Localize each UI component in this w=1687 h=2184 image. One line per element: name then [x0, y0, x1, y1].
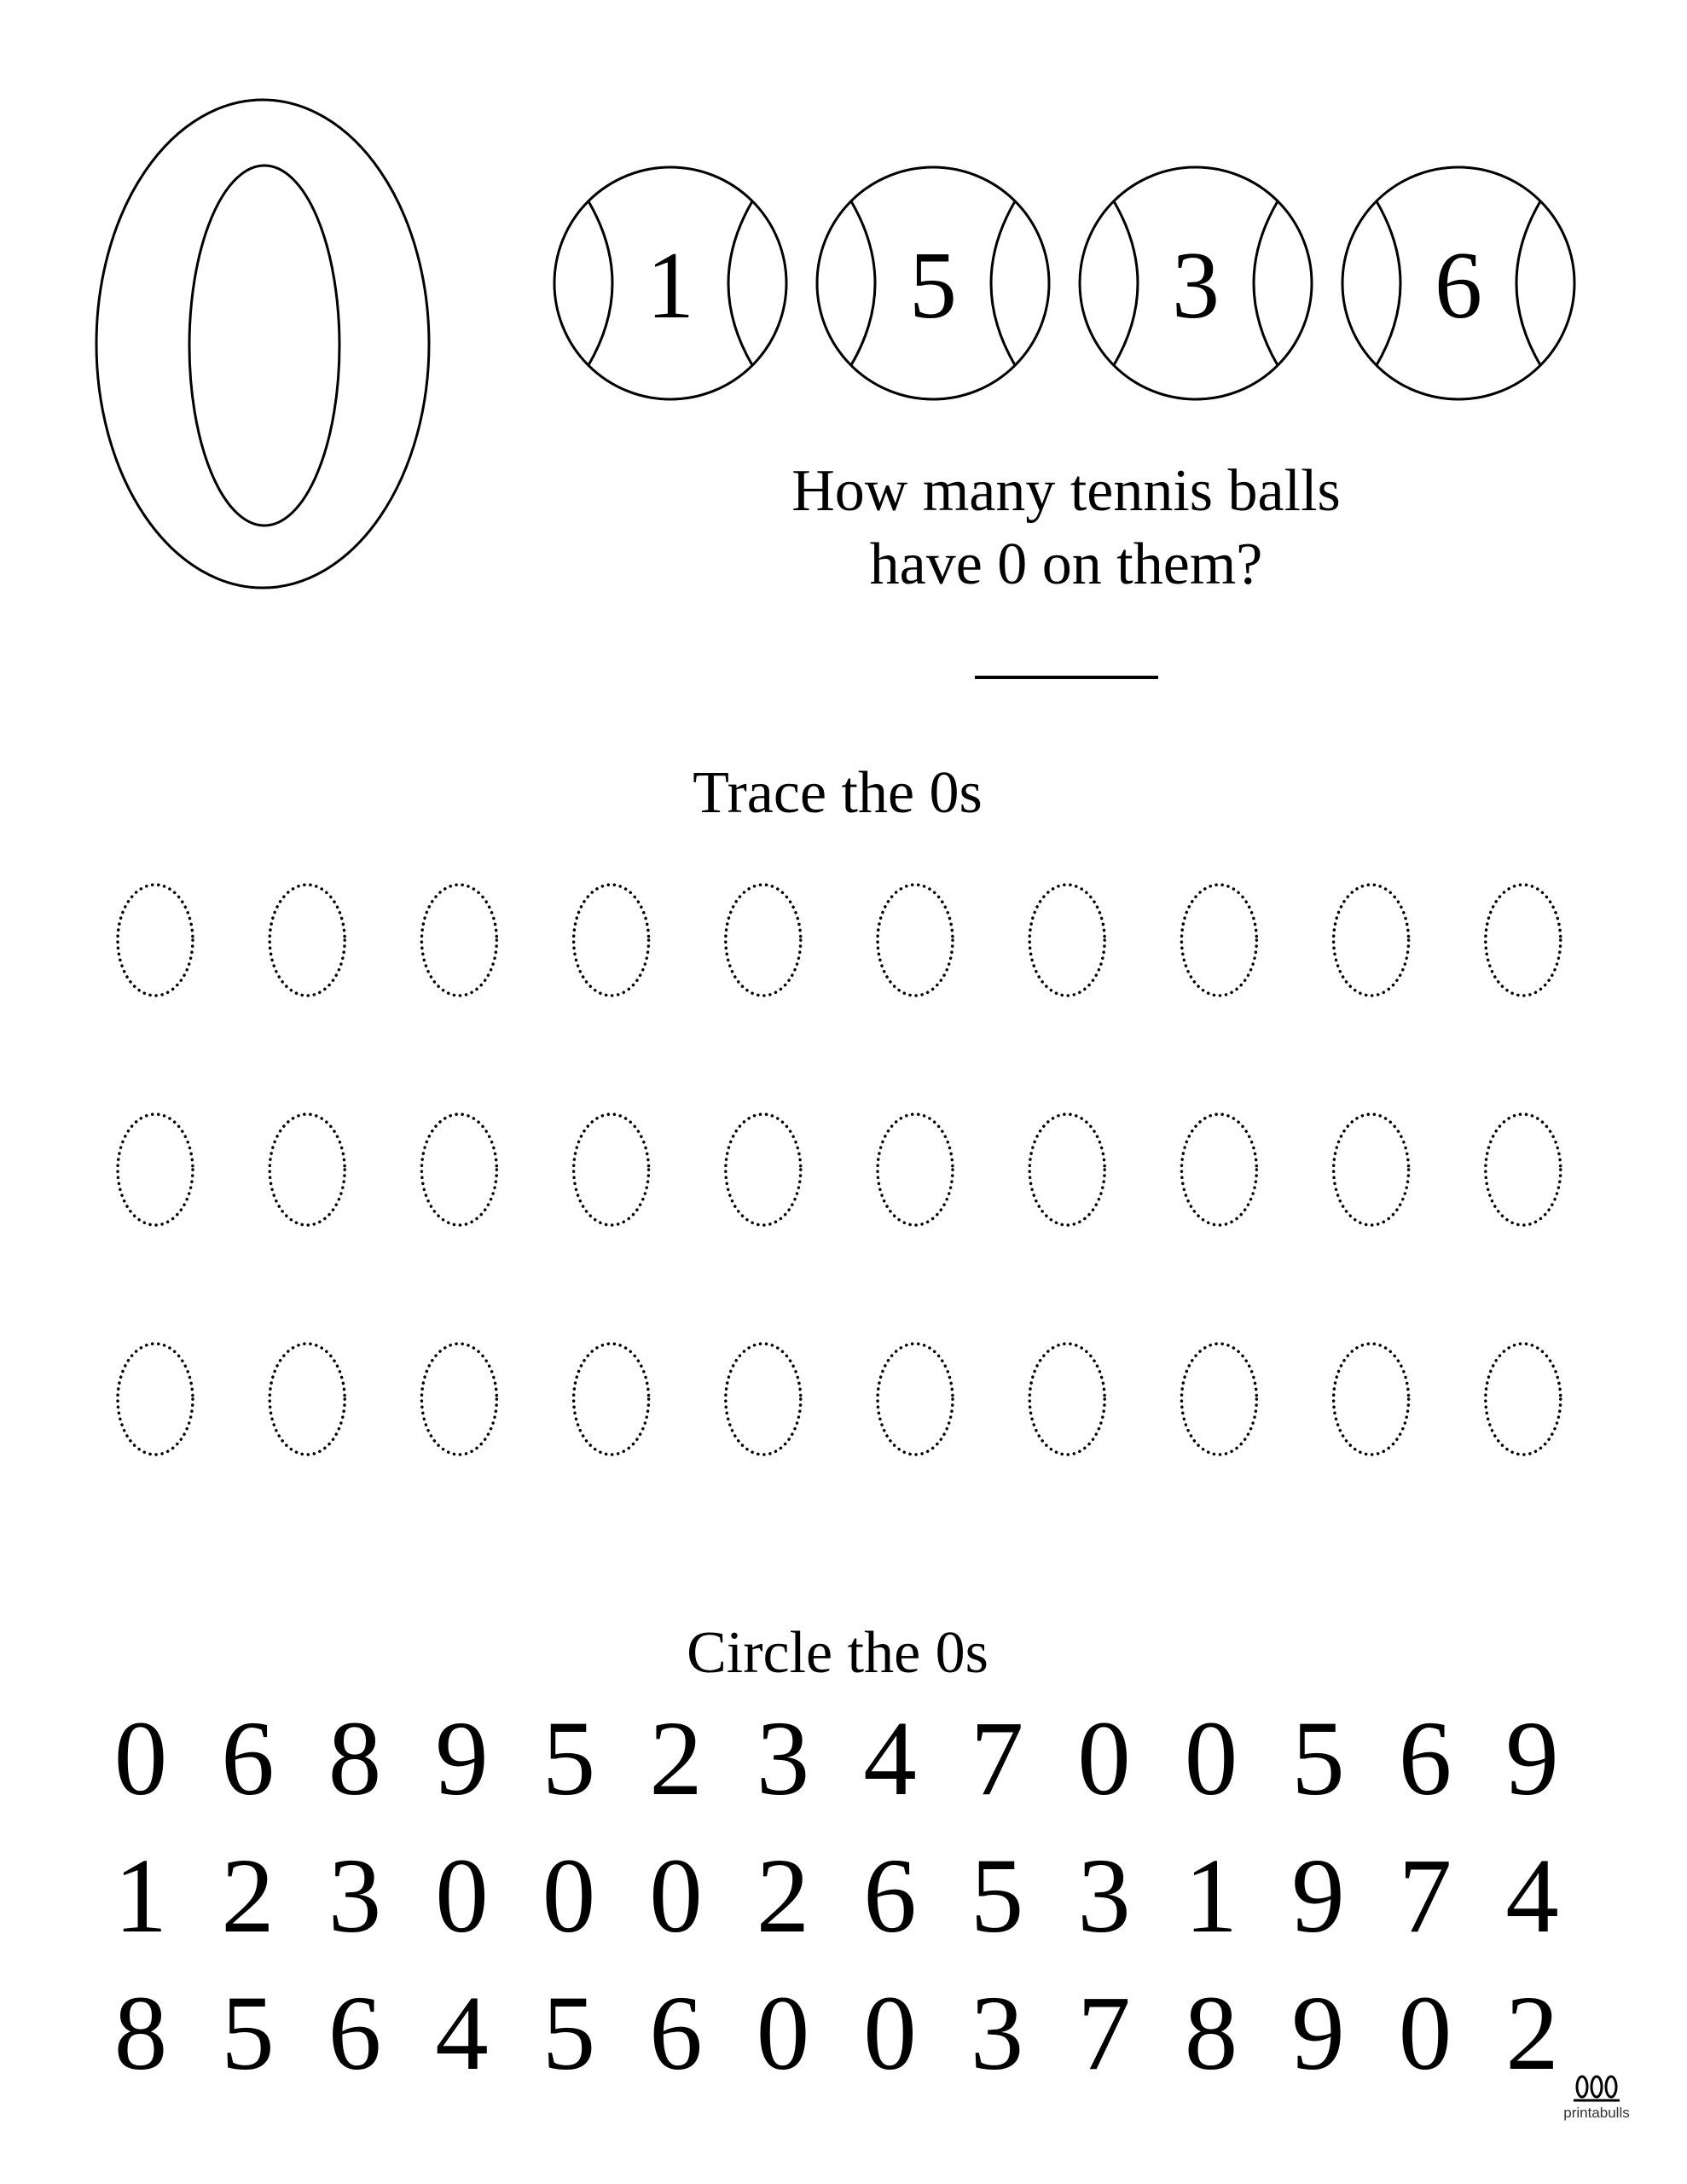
circle-number[interactable]: 5	[970, 1838, 1024, 1955]
circle-number[interactable]: 4	[863, 1700, 917, 1818]
question-line-2: have 0 on them?	[869, 531, 1263, 597]
circle-number[interactable]: 1	[1184, 1838, 1238, 1955]
circle-numbers-grid	[114, 1700, 1559, 2093]
circle-number[interactable]: 0	[542, 1838, 596, 1955]
dotted-zero-trace[interactable]	[1486, 1344, 1561, 1455]
circle-number[interactable]: 6	[221, 1700, 275, 1818]
circle-number[interactable]: 2	[649, 1700, 703, 1818]
circle-number[interactable]: 5	[542, 1975, 596, 2093]
printabulls-logo	[1563, 2077, 1630, 2121]
dotted-zero-trace[interactable]	[1334, 1114, 1409, 1225]
circle-number[interactable]: 5	[1291, 1700, 1345, 1818]
circle-number[interactable]: 6	[863, 1838, 917, 1955]
ball-number: 5	[909, 233, 957, 339]
circle-number[interactable]: 9	[435, 1700, 489, 1818]
circle-number[interactable]: 4	[1505, 1838, 1559, 1955]
circle-number[interactable]: 3	[970, 1975, 1024, 2093]
circle-number[interactable]: 0	[435, 1838, 489, 1955]
circle-number[interactable]: 3	[1077, 1838, 1131, 1955]
ball-seam-left	[588, 201, 612, 365]
dotted-zero-trace[interactable]	[270, 1344, 345, 1455]
logo-text: printabulls	[1563, 2105, 1630, 2121]
tennis-ball	[554, 167, 786, 399]
dotted-zero-trace[interactable]	[574, 1114, 649, 1225]
dotted-zero-trace[interactable]	[726, 1114, 801, 1225]
dotted-zero-trace[interactable]	[726, 1344, 801, 1455]
ball-seam-right	[1516, 201, 1540, 365]
ball-seam-right	[991, 201, 1015, 365]
circle-number[interactable]: 8	[1184, 1975, 1238, 2093]
ball-seam-right	[1254, 201, 1278, 365]
circle-number[interactable]: 0	[1184, 1700, 1238, 1818]
circle-number[interactable]: 9	[1505, 1700, 1559, 1818]
dotted-zero-trace[interactable]	[421, 1344, 496, 1455]
dotted-zero-trace[interactable]	[270, 1114, 345, 1225]
circle-number[interactable]: 2	[1505, 1975, 1559, 2093]
dotted-zero-trace[interactable]	[878, 1114, 953, 1225]
dotted-zero-trace[interactable]	[1029, 1114, 1104, 1225]
dotted-zero-trace[interactable]	[421, 885, 496, 996]
circle-number[interactable]: 0	[649, 1838, 703, 1955]
dotted-zero-trace[interactable]	[1181, 1114, 1256, 1225]
circle-number[interactable]: 3	[328, 1838, 382, 1955]
tennis-ball	[1342, 167, 1574, 399]
circle-number[interactable]: 2	[221, 1838, 275, 1955]
circle-number[interactable]: 0	[1398, 1975, 1452, 2093]
dotted-zero-trace[interactable]	[878, 885, 953, 996]
dotted-zero-trace[interactable]	[726, 885, 801, 996]
ball-seam-left	[1114, 201, 1138, 365]
circle-number[interactable]: 8	[113, 1975, 168, 2093]
ball-seam-right	[728, 201, 752, 365]
dotted-zero-trace[interactable]	[118, 1114, 193, 1225]
dotted-zero-trace[interactable]	[1486, 885, 1561, 996]
circle-number[interactable]: 9	[1291, 1838, 1345, 1955]
dotted-zero-trace[interactable]	[574, 1344, 649, 1455]
circle-number[interactable]: 9	[1291, 1975, 1345, 2093]
circle-number[interactable]: 1	[113, 1838, 168, 1955]
trace-zeros-grid	[118, 885, 1561, 1455]
circle-number[interactable]: 6	[1398, 1700, 1452, 1818]
circle-number[interactable]: 0	[113, 1700, 168, 1818]
dotted-zero-trace[interactable]	[1181, 885, 1256, 996]
ball-number: 6	[1435, 233, 1482, 339]
tennis-balls	[554, 167, 1574, 399]
dotted-zero-trace[interactable]	[270, 885, 345, 996]
dotted-zero-trace[interactable]	[574, 885, 649, 996]
ball-number: 3	[1172, 233, 1220, 339]
circle-number[interactable]: 7	[1398, 1838, 1452, 1955]
circle-section-title: Circle the 0s	[687, 1620, 988, 1686]
dotted-zero-trace[interactable]	[1181, 1344, 1256, 1455]
dotted-zero-trace[interactable]	[1029, 1344, 1104, 1455]
dotted-zero-trace[interactable]	[1334, 885, 1409, 996]
tennis-ball	[1080, 167, 1312, 399]
circle-number[interactable]: 7	[970, 1700, 1024, 1818]
ball-seam-left	[851, 201, 875, 365]
big-outlined-zero	[96, 100, 429, 588]
circle-number[interactable]: 0	[863, 1975, 917, 2093]
tennis-ball	[817, 167, 1049, 399]
circle-number[interactable]: 5	[221, 1975, 275, 2093]
dotted-zero-trace[interactable]	[1486, 1114, 1561, 1225]
circle-number[interactable]: 2	[756, 1838, 810, 1955]
circle-number[interactable]: 4	[435, 1975, 489, 2093]
circle-number[interactable]: 3	[756, 1700, 810, 1818]
dotted-zero-trace[interactable]	[421, 1114, 496, 1225]
circle-number[interactable]: 8	[328, 1700, 382, 1818]
trace-section-title: Trace the 0s	[693, 760, 983, 826]
circle-number[interactable]: 7	[1077, 1975, 1131, 2093]
dotted-zero-trace[interactable]	[118, 885, 193, 996]
ball-number: 1	[646, 233, 694, 339]
question-line-1: How many tennis balls	[791, 458, 1341, 524]
bull-icon	[1574, 2077, 1620, 2100]
dotted-zero-trace[interactable]	[1029, 885, 1104, 996]
dotted-zero-trace[interactable]	[1334, 1344, 1409, 1455]
circle-number[interactable]: 6	[328, 1975, 382, 2093]
circle-number[interactable]: 6	[649, 1975, 703, 2093]
ball-seam-left	[1377, 201, 1400, 365]
circle-number[interactable]: 0	[1077, 1700, 1131, 1818]
dotted-zero-trace[interactable]	[118, 1344, 193, 1455]
circle-number[interactable]: 0	[756, 1975, 810, 2093]
dotted-zero-trace[interactable]	[878, 1344, 953, 1455]
circle-number[interactable]: 5	[542, 1700, 596, 1818]
